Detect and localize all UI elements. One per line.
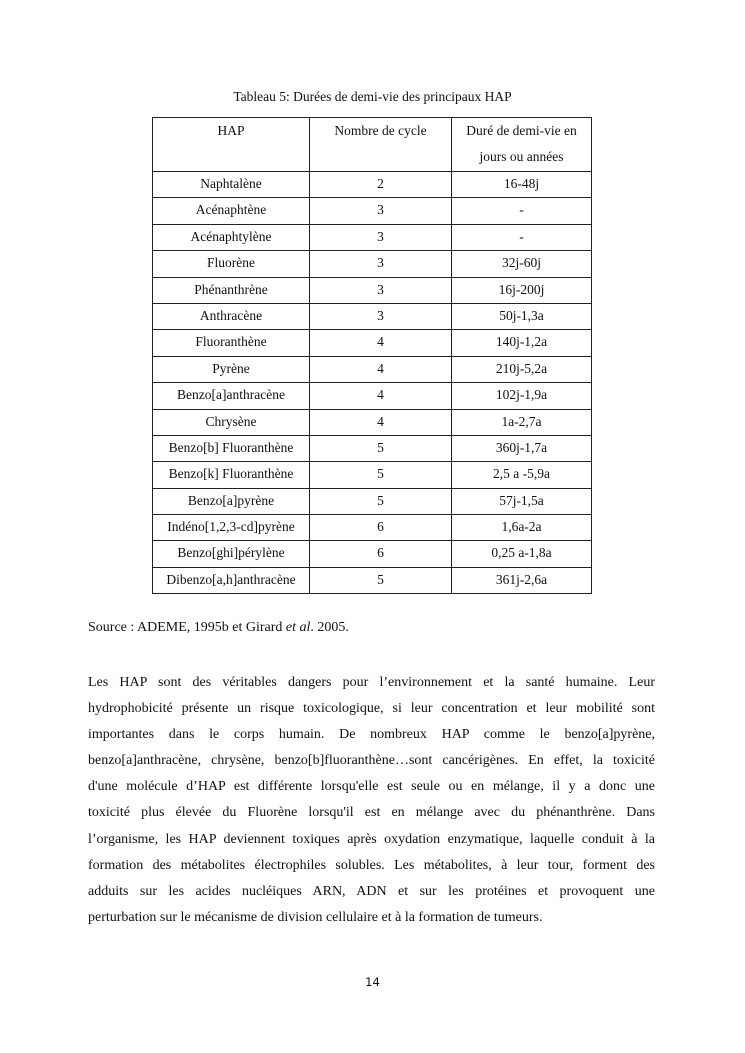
paragraph-line: importantes dans le corps humain. De nombreux HAP comme le benzo[a]pyrène, — [88, 727, 655, 743]
cell-cycles: 5 — [310, 435, 452, 461]
cell-hap: Acénaphtylène — [153, 224, 310, 250]
cell-half-life: 16j-200j — [452, 277, 592, 303]
cell-hap: Benzo[a]anthracène — [153, 383, 310, 409]
cell-half-life: 361j-2,6a — [452, 567, 592, 593]
cell-cycles: 5 — [310, 488, 452, 514]
table-row — [153, 251, 592, 277]
cell-cycles: 5 — [310, 462, 452, 488]
cell-half-life: - — [452, 224, 592, 250]
cell-hap: Benzo[ghi]pérylène — [153, 541, 310, 567]
cell-cycles: 4 — [310, 330, 452, 356]
table-row — [153, 277, 592, 303]
table-row — [153, 224, 592, 250]
source-citation — [88, 620, 349, 636]
cell-hap: Fluorène — [153, 251, 310, 277]
cell-cycles: 5 — [310, 567, 452, 593]
cell-cycles: 3 — [310, 277, 452, 303]
header-half-life — [452, 118, 592, 172]
table-row — [153, 567, 592, 593]
paragraph-line: d'une molécule d’HAP est différente lorsqu'elle est seule ou en mélange, il y a donc une — [88, 779, 655, 795]
source-suffix: . 2005. — [310, 620, 349, 635]
cell-cycles: 4 — [310, 409, 452, 435]
table-row — [153, 488, 592, 514]
body-paragraph — [88, 670, 655, 931]
paragraph-line: formation des métabolites électrophiles solubles. Les métabolites, à leur tour, forment des — [88, 857, 655, 873]
cell-cycles: 6 — [310, 515, 452, 541]
table-row — [153, 409, 592, 435]
cell-half-life: 57j-1,5a — [452, 488, 592, 514]
cell-hap: Benzo[a]pyrène — [153, 488, 310, 514]
cell-half-life: 2,5 a -5,9a — [452, 462, 592, 488]
cell-half-life: 360j-1,7a — [452, 435, 592, 461]
header-cycles: Nombre de cycle — [310, 118, 452, 172]
cell-half-life: 16-48j — [452, 172, 592, 198]
paragraph-line: benzo[a]anthracène, chrysène, benzo[b]fluoranthène…sont cancérigènes. En effet, la toxicité — [88, 753, 655, 769]
cell-cycles: 3 — [310, 303, 452, 329]
paragraph-line: Les HAP sont des véritables dangers pour l’environnement et la santé humaine. Leur — [88, 675, 655, 690]
cell-hap: Acénaphtène — [153, 198, 310, 224]
cell-half-life: 1a-2,7a — [452, 409, 592, 435]
cell-half-life: - — [452, 198, 592, 224]
source-italic: et al — [285, 620, 311, 635]
cell-cycles: 2 — [310, 172, 452, 198]
table-header-row — [153, 118, 592, 172]
paragraph-line: l’organisme, les HAP deviennent toxiques après oxydation enzymatique, laquelle conduit à la — [88, 831, 655, 847]
cell-half-life: 102j-1,9a — [452, 383, 592, 409]
cell-hap: Chrysène — [153, 409, 310, 435]
header-hap: HAP — [153, 118, 310, 172]
header-half-life-line2: jours ou années — [479, 149, 564, 164]
table-row — [153, 383, 592, 409]
cell-hap: Pyrène — [153, 356, 310, 382]
cell-hap: Anthracène — [153, 303, 310, 329]
cell-half-life: 1,6a-2a — [452, 515, 592, 541]
cell-hap: Dibenzo[a,h]anthracène — [153, 567, 310, 593]
table-row — [153, 356, 592, 382]
paragraph-line: adduits sur les acides nucléiques ARN, ADN et sur les protéines et provoquent une — [88, 883, 655, 899]
cell-half-life: 210j-5,2a — [452, 356, 592, 382]
cell-hap: Indéno[1,2,3-cd]pyrène — [153, 515, 310, 541]
table-caption: Tableau 5: Durées de demi-vie des principaux HAP — [233, 89, 512, 104]
hap-half-life-table — [152, 117, 592, 594]
table-row — [153, 435, 592, 461]
cell-cycles: 3 — [310, 224, 452, 250]
cell-hap: Benzo[k] Fluoranthène — [153, 462, 310, 488]
cell-hap: Phénanthrène — [153, 277, 310, 303]
table-row — [153, 541, 592, 567]
paragraph-line: perturbation sur le mécanisme de division cellulaire et à la formation de tumeurs. — [88, 909, 543, 925]
table-row — [153, 198, 592, 224]
cell-half-life: 32j-60j — [452, 251, 592, 277]
cell-cycles: 6 — [310, 541, 452, 567]
cell-hap: Naphtalène — [153, 172, 310, 198]
source-prefix: Source : ADEME, 1995b et Girard — [88, 620, 286, 635]
table-row — [153, 172, 592, 198]
cell-cycles: 4 — [310, 356, 452, 382]
cell-half-life: 0,25 a-1,8a — [452, 541, 592, 567]
cell-half-life: 140j-1,2a — [452, 330, 592, 356]
table-row — [153, 462, 592, 488]
cell-cycles: 3 — [310, 198, 452, 224]
table-row — [153, 303, 592, 329]
cell-hap: Benzo[b] Fluoranthène — [153, 435, 310, 461]
cell-cycles: 3 — [310, 251, 452, 277]
cell-hap: Fluoranthène — [153, 330, 310, 356]
table-row — [153, 330, 592, 356]
table-row — [153, 515, 592, 541]
cell-half-life: 50j-1,3a — [452, 303, 592, 329]
header-half-life-line1: Duré de demi-vie en — [466, 123, 577, 138]
paragraph-line: toxicité plus élevée du Fluorène lorsqu'il est en mélange avec du phénanthrène. Dans — [88, 805, 655, 821]
cell-cycles: 4 — [310, 383, 452, 409]
paragraph-line: hydrophobicité présente un risque toxicologique, si leur concentration et leur mobilité sont — [88, 701, 655, 717]
page-number: 14 — [365, 975, 380, 989]
